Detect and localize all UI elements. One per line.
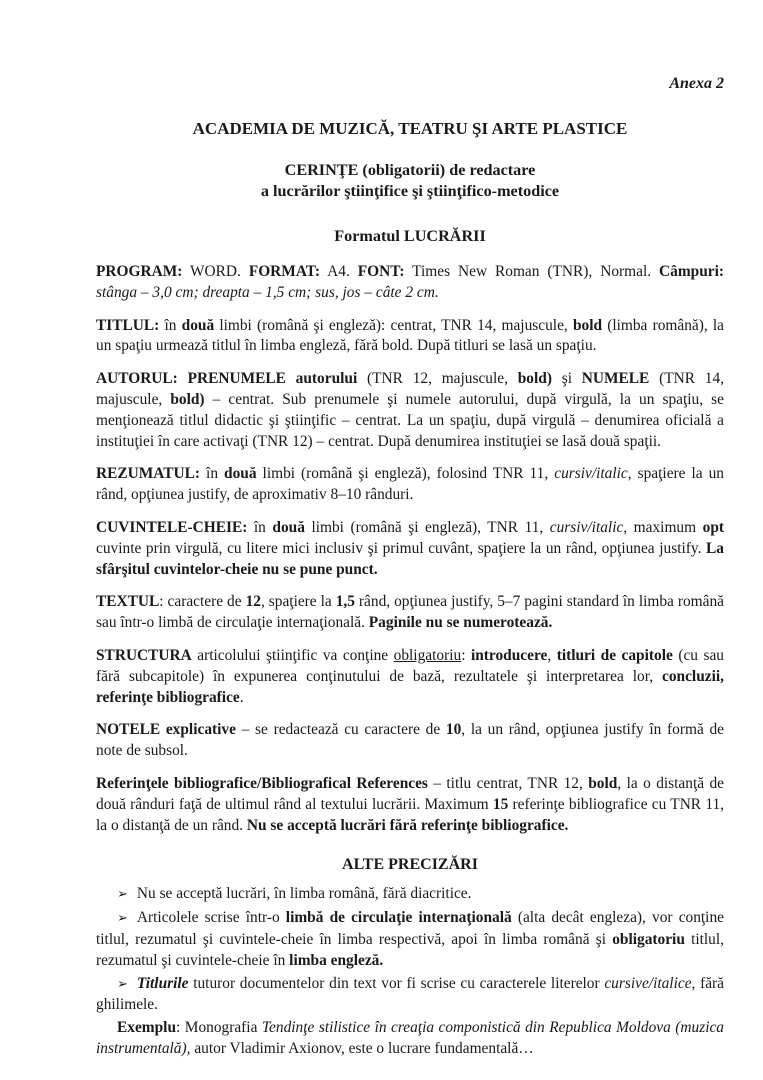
paragraph-rezumatul: REZUMATUL: în două limbi (română şi engleză), folosind TNR 11, cursiv/italic, spaţiere la un rând, opţiunea justify, de aproximativ 8–10 rânduri.: [96, 465, 724, 504]
bullet-item-titlurile: [96, 974, 724, 1017]
section-heading-format: Formatul LUCRĂRII: [334, 227, 486, 245]
paragraph-structura: STRUCTURA articolului ştiinţific va conţine obligatoriu: introducere, titluri de capitole (cu sau fără subcapitole) în expunerea conţinutului de bază, rezultatele şi interpretarea lor, concluzii, referinţe bibliografice.: [96, 646, 724, 706]
paragraph-cuvintele-cheie: CUVINTELE-CHEIE: în două limbi (română şi engleză), TNR 11, cursiv/italic, maximum opt cuvinte prin virgulă, cu litere mici inclusiv şi primul cuvânt, spaţiere la un rând, opţiunea justify. La sfârşitul cuvintelor-cheie nu se pune punct.: [96, 518, 725, 578]
arrow-bullet-icon: ➢: [117, 976, 128, 992]
document-subtitle: [96, 160, 724, 202]
bullet-item-limba-internationala: [96, 908, 724, 971]
academy-title: ACADEMIA DE MUZICĂ, TEATRU ŞI ARTE PLASTICE: [192, 119, 628, 138]
paragraph-titlul: TITLUL: în două limbi (română şi engleză): centrat, TNR 14, majuscule, bold (limba română), la un spaţiu urmează titlul în limba engleză, fără bold. După titluri se lasă un spaţiu.: [96, 316, 724, 355]
bullet-text: Articolele scrise într-o limbă de circulaţie internaţională (alta decât engleza), vor conţine titlul, rezumatul şi cuvintele-cheie în limba respectivă, apoi în limba română şi obligatoriu titlul, rezumatul şi cuvintele-cheie în limba engleză.: [96, 909, 724, 969]
paragraph-autorul: AUTORUL: PRENUMELE autorului (TNR 12, majuscule, bold) şi NUMELE (TNR 14, majuscule, bold) – centrat. Sub prenumele şi numele autorului, după virgulă, la un spaţiu, se menţionează titlul didactic şi ştiinţific – centrat. La un spaţiu, după virgulă – denumirea oficială a instituţiei în care activaţi (TNR 12) – centrat. După denumirea instituţiei se lasă două spaţii.: [96, 370, 725, 450]
paragraph-notele: NOTELE explicative – se redactează cu caractere de 10, la un rând, opţiunea justify în formă de note de subsol.: [96, 721, 724, 760]
bullet-item-diacritice: [96, 884, 724, 906]
paragraph-textul: TEXTUL: caractere de 12, spaţiere la 1,5 rând, opţiunea justify, 5–7 pagini standard în limba română sau într-o limbă de circulaţie internaţională. Paginile nu se numerotează.: [96, 593, 724, 632]
paragraph-referintele: Referinţele bibliografice/Bibliografical References – titlu centrat, TNR 12, bold, la o distanţă de două rânduri faţă de ultimul rând al textului lucrării. Maximum 15 referinţe bibliografice cu TNR 11, la o distanţă de un rând. Nu se acceptă lucrări fără referinţe bibliografice.: [96, 774, 724, 834]
paragraph-program: PROGRAM: WORD. FORMAT: A4. FONT: Times New Roman (TNR), Normal. Câmpuri: stânga – 3,0 cm; dreapta – 1,5 cm; sus, jos – câte 2 cm.: [96, 263, 724, 301]
paragraph-exemplu: Exemplu: Monografia Tendinţe stilistice în creaţia componistică din Republica Moldova (muzica instrumentală), autor Vladimir Axionov, este o lucrare fundamentală…: [96, 1019, 724, 1057]
annex-label: Anexa 2: [669, 75, 724, 92]
bullet-text: Titlurile tuturor documentelor din text vor fi scrise cu caracterele literelor cursive/italice, fără ghilimele.: [96, 974, 724, 1014]
subtitle-line-2: a lucrărilor ştiinţifice şi ştiinţifico-metodice: [260, 182, 560, 200]
subtitle-line-1: CERINŢE (obligatorii) de redactare: [284, 161, 536, 179]
section-heading-alte-precizari: ALTE PRECIZĂRI: [342, 856, 478, 874]
arrow-bullet-icon: ➢: [117, 887, 128, 903]
bullet-text: Nu se acceptă lucrări, în limba română, fără diacritice.: [136, 885, 472, 903]
arrow-bullet-icon: ➢: [117, 911, 128, 927]
